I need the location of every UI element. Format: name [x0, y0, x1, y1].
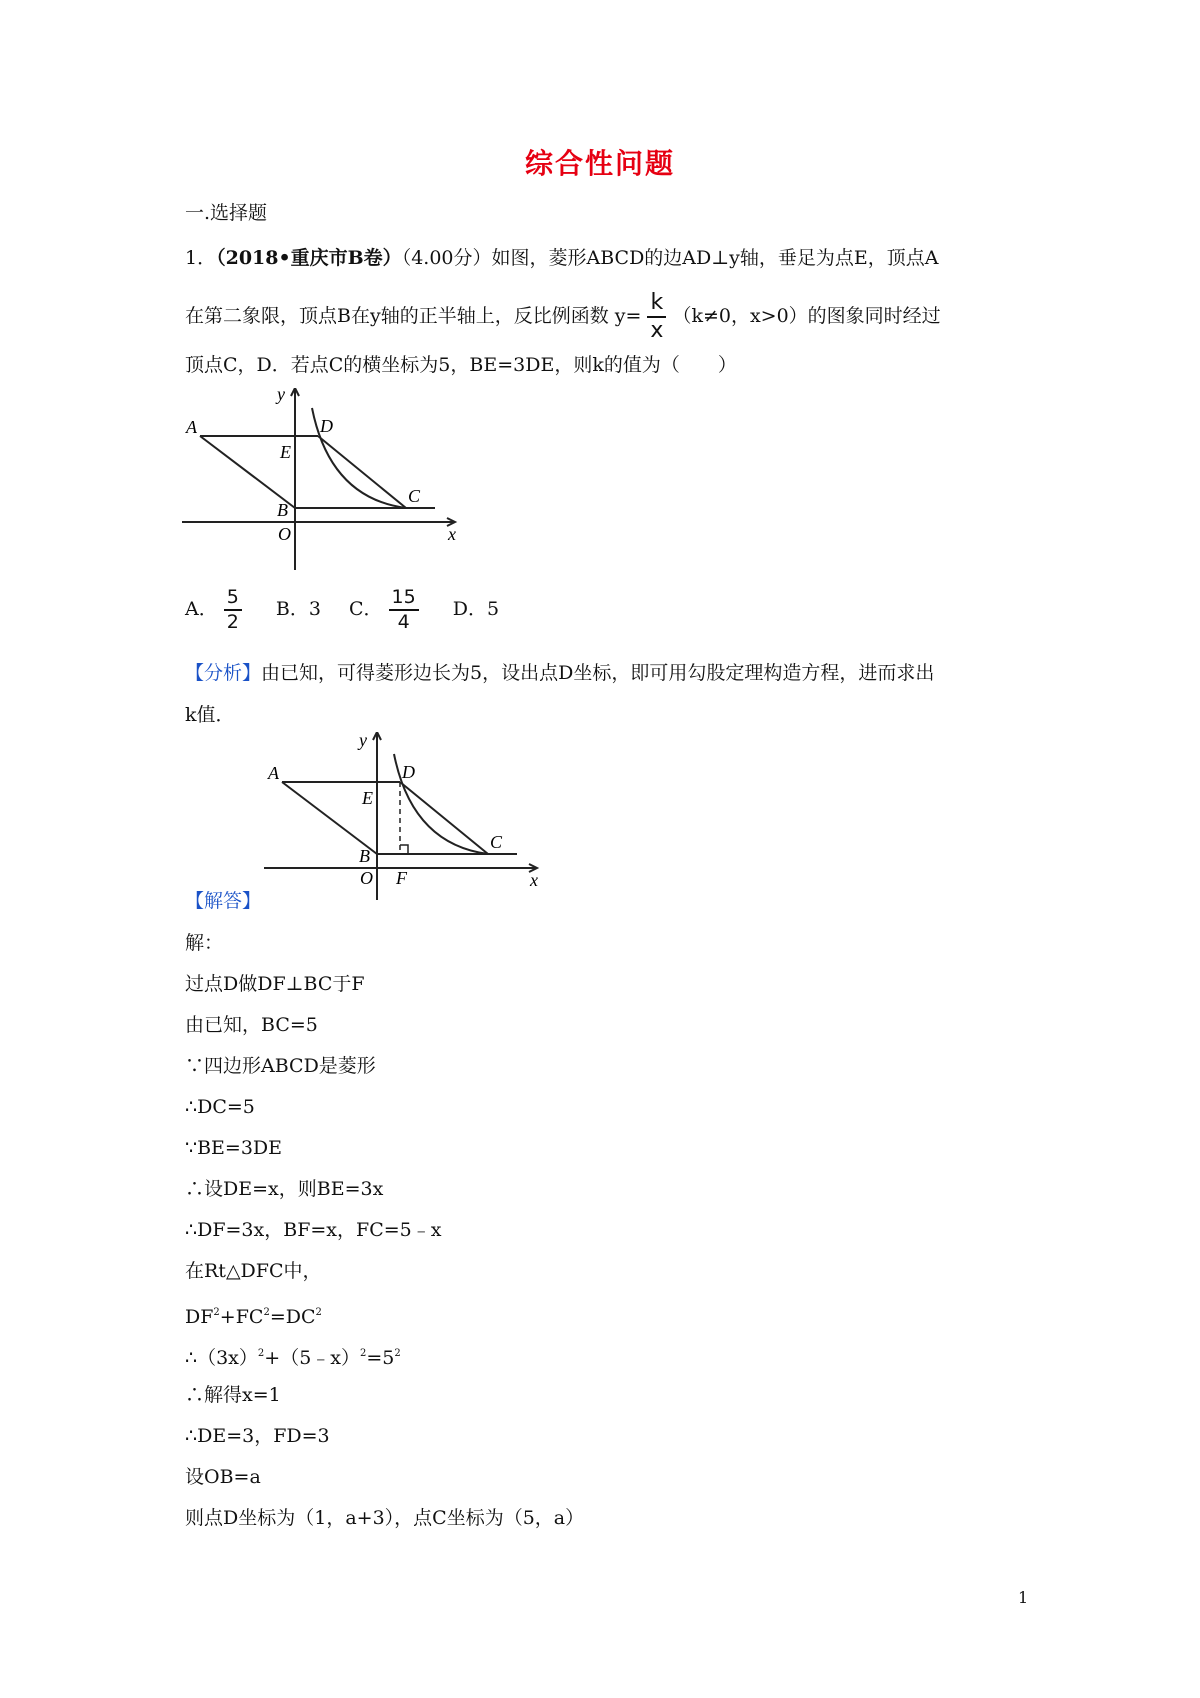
option-a: [185, 588, 248, 632]
answer-tag: 【解答】: [185, 890, 262, 912]
option-a-num: 5: [226, 586, 239, 608]
option-d: D．5: [452, 598, 500, 620]
question-line-2: [185, 292, 941, 342]
function-fraction: [647, 292, 666, 342]
equation-pythagoras: [185, 1300, 322, 1330]
answer-options: [185, 588, 521, 632]
eq1-power: 2: [213, 1307, 220, 1318]
fig2-label-a: A: [268, 763, 279, 783]
eq1-power: 2: [263, 1307, 270, 1318]
option-c-fraction: [389, 588, 419, 632]
analysis-line-2: k值．: [185, 704, 235, 726]
question-line-3: 顶点C，D．若点C的横坐标为5，BE=3DE，则k的值为（ ）: [185, 354, 737, 376]
solution-line: 则点D坐标为（1，a+3），点C坐标为（5，a）: [185, 1507, 585, 1529]
option-a-label: A．: [185, 598, 218, 620]
fig1-label-y: y: [277, 388, 285, 404]
fig2-label-f: F: [396, 868, 407, 888]
option-c: [349, 588, 425, 632]
fig2-label-y: y: [359, 732, 367, 750]
solution-line: 由已知，BC=5: [185, 1014, 318, 1036]
solution-line: ∴解得x=1: [185, 1384, 281, 1406]
option-b: B．3: [275, 598, 321, 620]
solution-line: ∵BE=3DE: [185, 1137, 283, 1159]
fig1-label-e: E: [280, 442, 291, 462]
fig1-label-c: C: [408, 486, 421, 506]
solution-line: 在Rt△DFC中，: [185, 1260, 322, 1282]
solution-line: 设OB=a: [185, 1466, 261, 1488]
option-c-num: 15: [391, 586, 416, 608]
page-title: 综合性问题: [524, 147, 675, 180]
fig1-label-b: B: [277, 500, 288, 520]
eq2-part: ∴（3x）: [185, 1347, 258, 1369]
analysis-text-1: 由已知，可得菱形边长为5，设出点D坐标，即可用勾股定理构造方程，进而求出: [261, 662, 935, 684]
fraction-numerator: k: [650, 290, 664, 315]
eq1-power: 2: [315, 1307, 322, 1318]
fig1-label-o: O: [278, 524, 291, 544]
option-c-den: 4: [397, 611, 410, 633]
figure-2-diagram: [262, 732, 552, 902]
eq2-power: 2: [360, 1348, 367, 1359]
solution-line: 解：: [185, 932, 224, 954]
fig1-label-x: x: [448, 524, 456, 544]
figure-1-diagram: [180, 388, 470, 573]
solution-line: ∴DF=3x，BF=x，FC=5﹣x: [185, 1219, 442, 1241]
eq2-power: 2: [394, 1348, 401, 1359]
equation-substituted: [185, 1341, 401, 1371]
fig2-label-o: O: [360, 868, 373, 888]
fig1-label-d: D: [320, 416, 333, 436]
solution-line: ∴DC=5: [185, 1096, 255, 1118]
option-a-fraction: [224, 588, 242, 632]
fig2-label-c: C: [490, 832, 503, 852]
solution-line: ∵四边形ABCD是菱形: [185, 1055, 376, 1077]
question-line-2-after: （k≠0，x>0）的图象同时经过: [672, 305, 941, 327]
analysis-line-1: [185, 660, 934, 686]
fig2-label-x: x: [530, 870, 538, 890]
eq2-part: =5: [366, 1347, 395, 1369]
question-line-1-text: （4.00分）如图，菱形ABCD的边AD⊥y轴，垂足为点E，顶点A: [401, 247, 939, 269]
page-number: 1: [1018, 1588, 1029, 1607]
question-number: 1．: [185, 247, 217, 269]
eq2-part: +（5﹣x）: [264, 1347, 361, 1369]
fig2-label-b: B: [359, 846, 370, 866]
option-a-den: 2: [226, 611, 239, 633]
fraction-denominator: x: [650, 318, 664, 343]
eq1-part: DF: [185, 1306, 214, 1328]
fig2-label-d: D: [402, 762, 415, 782]
eq1-part: =DC: [269, 1306, 316, 1328]
solution-line: 过点D做DF⊥BC于F: [185, 973, 365, 995]
solution-line: ∴设DE=x，则BE=3x: [185, 1178, 384, 1200]
eq2-power: 2: [257, 1348, 265, 1359]
question-line-1: [185, 245, 938, 271]
fig1-label-a: A: [186, 417, 197, 437]
section-heading: 一.选择题: [185, 202, 268, 224]
option-c-label: C．: [348, 598, 383, 620]
fig2-label-e: E: [362, 788, 373, 808]
question-source: （2018•重庆市B卷）: [216, 247, 402, 269]
solution-line: ∴DE=3，FD=3: [185, 1425, 330, 1447]
analysis-tag: 【分析】: [185, 662, 262, 684]
question-line-2-before: 在第二象限，顶点B在y轴的正半轴上，反比例函数 y=: [185, 305, 642, 327]
eq1-part: +FC: [219, 1306, 264, 1328]
